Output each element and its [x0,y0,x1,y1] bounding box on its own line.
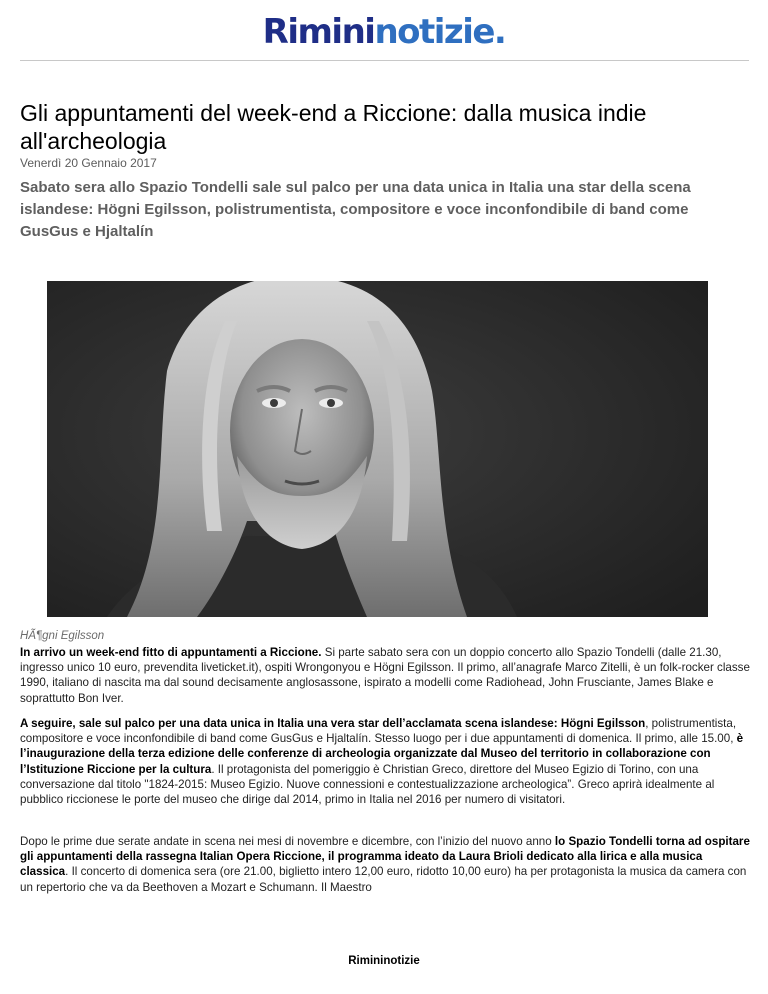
article-paragraph [20,716,750,807]
article-paragraph [20,645,750,706]
logo-part-rimini: Rimini [262,12,375,52]
p2-text-2: . Il protagonista del pomeriggio è Christian Greco, direttore del Museo Egizio di Torino, con una conversazione dal titolo "1824-2015: Museo Egizio. Nuove connessioni e contestualizzazione archeologica”. Greco aprirà idealmente al pubblico riccionese le porte del museo che dirige dal 2014, primo in Italia nel 2016 per numero di visitatori. [20,762,715,807]
p3-text-2: . Il concerto di domenica sera (ore 21.00, biglietto intero 12,00 euro, ridotto 10,00 euro) ha per protagonista la musica da camera con un repertorio che va da Beethoven a Mozart e Schumann. Il Maestro [20,865,747,894]
p2-bold-1: A seguire, sale sul palco per una data unica in Italia una vera star dell’acclamata scena islandese: Högni Egilsson [20,717,646,730]
p1-bold-1: In arrivo un week-end fitto di appuntamenti a Riccione. [20,646,322,659]
p2-bold-2: è l’inaugurazione della terza edizione delle conferenze di archeologia organizzate dal Museo del territorio in collaborazione con l’Istituzione Riccione per la cultura [20,732,744,776]
header-divider [20,60,749,61]
p3-bold-1: lo Spazio Tondelli torna ad ospitare gli appuntamenti della rassegna Italian Opera Riccione, il programma ideato da Laura Brioli dedicato alla lirica e alla musica classica [20,835,750,879]
article-subtitle: Sabato sera allo Spazio Tondelli sale sul palco per una data unica in Italia una star della scena islandese: Högni Egilsson, polistrumentista, compositore e voce inconfondibile di band come GusGus e Hjaltalín [20,179,691,240]
article-date: Venerdì 20 Gennaio 2017 [20,156,157,170]
p1-text-1: Si parte sabato sera con un doppio concerto allo Spazio Tondelli (dalle 21.30, ingresso unico 10 euro, prevendita liveticket.it), ospiti Wrongonyou e Högni Egilsson. Il primo, all’anagrafe Marco Zitelli, è un folk-rocker classe 1990, italiano di nascita ma dal sound decisamente anglosassone, ispirato a modelli come Radiohead, John Frusciante, James Blake e soprattutto Bon Iver. [20,646,750,705]
site-logo[interactable] [0,10,768,54]
logo-part-notizie: notizie. [374,12,506,52]
page-footer: Rimininotizie [348,955,420,967]
photo-caption: HÃ¶gni Egilsson [20,630,105,642]
article-paragraph [20,834,750,895]
article-title: Gli appuntamenti del week-end a Riccione: dalla musica indie all'archeologia [20,100,647,154]
p3-text-1: Dopo le prime due serate andate in scena nei mesi di novembre e dicembre, con l’inizio del nuovo anno [20,835,555,848]
article-photo [47,281,708,617]
p2-text-1: , polistrumentista, compositore e voce inconfondibile di band come GusGus e Hjaltalín. Stesso luogo per i due appuntamenti di domenica. Il primo, alle 15.00, [20,717,737,746]
